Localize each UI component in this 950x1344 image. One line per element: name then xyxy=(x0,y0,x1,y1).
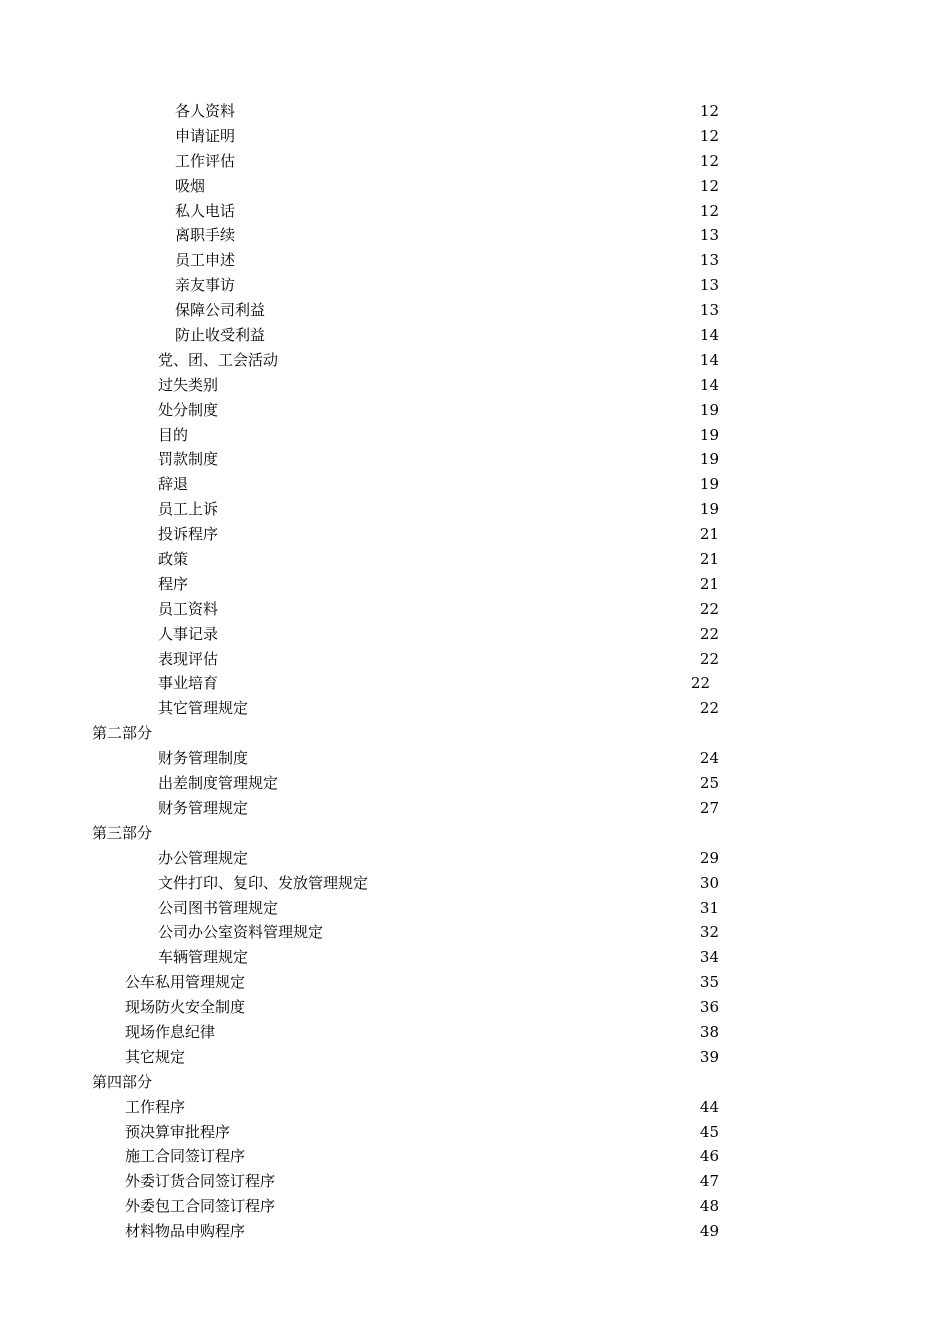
toc-entry xyxy=(0,298,950,323)
toc-entry-title: 处分制度 xyxy=(158,400,219,419)
toc-entry-page-number: 21 xyxy=(699,550,719,569)
toc-entry-page-number: 13 xyxy=(699,251,719,270)
toc-entry-page-number: 19 xyxy=(699,425,719,444)
toc-entry-title: 文件打印、复印、发放管理规定 xyxy=(158,873,369,892)
toc-entry xyxy=(0,497,950,522)
toc-entry xyxy=(0,1194,950,1219)
toc-entry xyxy=(0,522,950,547)
toc-entry-title: 材料物品申购程序 xyxy=(125,1222,246,1241)
toc-part-heading xyxy=(0,721,950,746)
toc-entry-page-number: 48 xyxy=(699,1197,719,1216)
toc-entry-title: 防止收受利益 xyxy=(175,326,266,345)
toc-entry-page-number: 22 xyxy=(699,599,719,618)
toc-entry xyxy=(0,1144,950,1169)
toc-entry-page-number: 31 xyxy=(699,898,719,917)
toc-entry xyxy=(0,223,950,248)
toc-entry-page-number: 49 xyxy=(699,1222,719,1241)
toc-entry-page-number: 14 xyxy=(699,326,719,345)
toc-entry-title: 工作程序 xyxy=(125,1097,186,1116)
toc-entry-title: 第三部分 xyxy=(92,823,153,842)
toc-entry xyxy=(0,647,950,672)
toc-entry xyxy=(0,1045,950,1070)
toc-entry xyxy=(0,597,950,622)
toc-entry-title: 公车私用管理规定 xyxy=(125,973,246,992)
toc-entry xyxy=(0,572,950,597)
toc-entry-page-number: 27 xyxy=(699,798,719,817)
toc-entry-title: 申请证明 xyxy=(175,126,236,145)
toc-entry xyxy=(0,323,950,348)
toc-part-heading xyxy=(0,821,950,846)
toc-entry-title: 私人电话 xyxy=(175,201,236,220)
toc-entry-title: 投诉程序 xyxy=(158,525,219,544)
toc-entry-title: 员工上诉 xyxy=(158,500,219,519)
toc-entry xyxy=(0,746,950,771)
toc-entry-title: 亲友事访 xyxy=(175,276,236,295)
toc-entry xyxy=(0,970,950,995)
toc-entry xyxy=(0,149,950,174)
toc-entry-page-number: 34 xyxy=(699,948,719,967)
toc-entry-page-number: 45 xyxy=(699,1122,719,1141)
toc-entry xyxy=(0,622,950,647)
toc-entry-page-number: 12 xyxy=(699,176,719,195)
toc-entry-title: 第四部分 xyxy=(92,1072,153,1091)
toc-entry-title: 员工资料 xyxy=(158,599,219,618)
toc-entry xyxy=(0,796,950,821)
toc-entry-page-number: 22 xyxy=(699,649,719,668)
toc-entry-title: 公司图书管理规定 xyxy=(158,898,279,917)
toc-entry-page-number: 14 xyxy=(699,350,719,369)
toc-entry xyxy=(0,373,950,398)
toc-entry-page-number: 36 xyxy=(699,998,719,1017)
toc-entry-page-number: 29 xyxy=(699,848,719,867)
toc-entry xyxy=(0,896,950,921)
toc-entry xyxy=(0,1169,950,1194)
toc-entry-title: 其它规定 xyxy=(125,1047,186,1066)
toc-entry-page-number: 22 xyxy=(699,624,719,643)
toc-entry-title: 办公管理规定 xyxy=(158,848,249,867)
toc-entry-page-number: 32 xyxy=(699,923,719,942)
toc-entry-title: 离职手续 xyxy=(175,226,236,245)
toc-entry-page-number: 19 xyxy=(699,475,719,494)
table-of-contents xyxy=(0,99,950,1244)
toc-entry-title: 施工合同签订程序 xyxy=(125,1147,246,1166)
toc-entry-title: 公司办公室资料管理规定 xyxy=(158,923,324,942)
toc-entry xyxy=(0,871,950,896)
toc-entry-page-number: 21 xyxy=(699,574,719,593)
toc-entry-page-number: 22 xyxy=(699,699,719,718)
toc-entry-title: 外委订货合同签订程序 xyxy=(125,1172,276,1191)
toc-entry-title: 目的 xyxy=(158,425,189,444)
toc-entry-title: 外委包工合同签订程序 xyxy=(125,1197,276,1216)
toc-entry-page-number: 13 xyxy=(699,301,719,320)
toc-entry xyxy=(0,248,950,273)
toc-entry-title: 车辆管理规定 xyxy=(158,948,249,967)
toc-entry-page-number: 12 xyxy=(699,151,719,170)
toc-entry-title: 各人资料 xyxy=(175,102,236,120)
toc-entry xyxy=(0,1219,950,1244)
toc-entry-page-number: 12 xyxy=(699,126,719,145)
toc-entry-title: 辞退 xyxy=(158,475,189,494)
toc-entry-page-number: 19 xyxy=(699,450,719,469)
toc-entry-page-number: 12 xyxy=(699,201,719,220)
toc-entry-page-number: 24 xyxy=(699,749,719,768)
toc-entry-title: 吸烟 xyxy=(175,176,206,195)
toc-entry xyxy=(0,447,950,472)
toc-entry-page-number: 25 xyxy=(699,774,719,793)
toc-entry-title: 第二部分 xyxy=(92,724,153,743)
toc-entry-page-number: 30 xyxy=(699,873,719,892)
toc-entry-title: 财务管理制度 xyxy=(158,749,249,768)
toc-entry xyxy=(0,124,950,149)
toc-entry-title: 事业培育 xyxy=(158,674,219,693)
toc-entry-title: 罚款制度 xyxy=(158,450,219,469)
toc-entry xyxy=(0,1120,950,1145)
toc-entry-title: 其它管理规定 xyxy=(158,699,249,718)
toc-entry-title: 政策 xyxy=(158,550,189,569)
toc-entry-title: 工作评估 xyxy=(175,151,236,170)
toc-entry-page-number: 21 xyxy=(699,525,719,544)
toc-entry-page-number: 12 xyxy=(699,102,719,120)
toc-entry-title: 现场作息纪律 xyxy=(125,1022,216,1041)
toc-entry xyxy=(0,423,950,448)
toc-entry-page-number: 47 xyxy=(699,1172,719,1191)
toc-entry xyxy=(0,1020,950,1045)
toc-entry-title: 现场防火安全制度 xyxy=(125,998,246,1017)
toc-entry-page-number: 46 xyxy=(699,1147,719,1166)
toc-entry xyxy=(0,771,950,796)
toc-entry-title: 财务管理规定 xyxy=(158,798,249,817)
toc-entry-title: 程序 xyxy=(158,574,189,593)
toc-entry xyxy=(0,696,950,721)
toc-entry xyxy=(0,174,950,199)
toc-entry-title: 过失类别 xyxy=(158,375,219,394)
toc-entry-page-number: 39 xyxy=(699,1047,719,1066)
toc-entry-title: 预决算审批程序 xyxy=(125,1122,231,1141)
toc-entry xyxy=(0,995,950,1020)
toc-entry-title: 人事记录 xyxy=(158,624,219,643)
toc-entry-page-number: 14 xyxy=(699,375,719,394)
toc-entry-title: 保障公司利益 xyxy=(175,301,266,320)
toc-entry-page-number: 19 xyxy=(699,400,719,419)
toc-entry-page-number: 13 xyxy=(699,276,719,295)
toc-entry xyxy=(0,920,950,945)
toc-entry-page-number: 19 xyxy=(699,500,719,519)
toc-part-heading xyxy=(0,1070,950,1095)
toc-entry xyxy=(0,671,950,696)
toc-entry xyxy=(0,99,950,124)
toc-entry xyxy=(0,846,950,871)
toc-entry xyxy=(0,945,950,970)
toc-entry xyxy=(0,547,950,572)
toc-entry-title: 出差制度管理规定 xyxy=(158,774,279,793)
toc-entry xyxy=(0,348,950,373)
toc-entry-title: 党、团、工会活动 xyxy=(158,350,279,369)
toc-entry-page-number: 22 xyxy=(690,674,710,693)
toc-entry xyxy=(0,199,950,224)
toc-entry xyxy=(0,398,950,423)
toc-entry-page-number: 44 xyxy=(699,1097,719,1116)
toc-entry-title: 表现评估 xyxy=(158,649,219,668)
toc-entry xyxy=(0,273,950,298)
toc-entry-page-number: 38 xyxy=(699,1022,719,1041)
toc-entry xyxy=(0,1095,950,1120)
toc-entry xyxy=(0,472,950,497)
toc-entry-page-number: 35 xyxy=(699,973,719,992)
toc-entry-page-number: 13 xyxy=(699,226,719,245)
toc-entry-title: 员工申述 xyxy=(175,251,236,270)
